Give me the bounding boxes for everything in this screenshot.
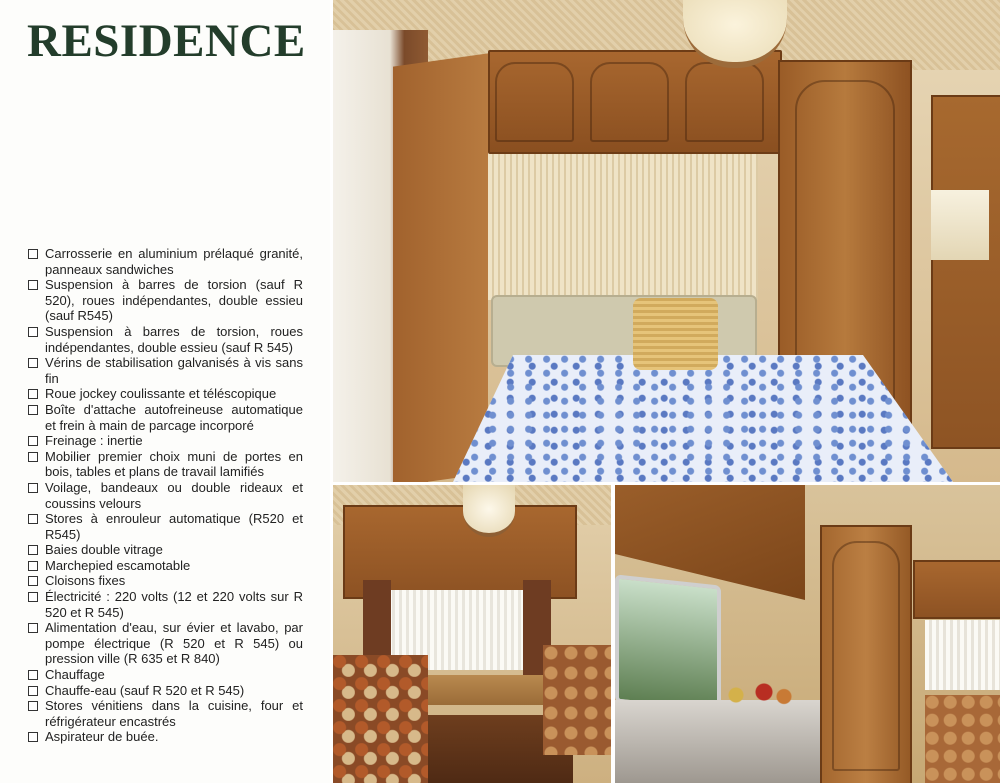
- checkbox-icon: [28, 483, 38, 493]
- checkbox-icon: [28, 514, 38, 524]
- feature-text: Stores vénitiens dans la cuisine, four et réfrigérateur encastrés: [45, 698, 303, 729]
- checkbox-icon: [28, 670, 38, 680]
- cabinet-door: [685, 62, 764, 142]
- feature-text: Cloisons fixes: [45, 573, 126, 589]
- checkbox-icon: [28, 701, 38, 711]
- dinette-photo: [333, 485, 611, 783]
- feature-text: Chauffage: [45, 667, 105, 683]
- checkbox-icon: [28, 405, 38, 415]
- door-panel: [832, 541, 900, 771]
- stove-counter: [615, 700, 820, 783]
- seat-cushion: [925, 695, 1000, 783]
- feature-item: [27, 277, 303, 324]
- feature-item: [27, 667, 303, 683]
- bench-seat-left: [333, 655, 428, 783]
- feature-item: [27, 729, 303, 745]
- checkbox-icon: [28, 592, 38, 602]
- side-window: [931, 190, 989, 260]
- checkbox-icon: [28, 280, 38, 290]
- feature-item: [27, 402, 303, 433]
- feature-item: [27, 433, 303, 449]
- feature-text: Suspension à barres de torsion (sauf R 520), roues indépendantes, double essieu (sauf R545): [45, 277, 303, 324]
- feature-item: [27, 589, 303, 620]
- feature-item: [27, 246, 303, 277]
- feature-text: Baies double vitrage: [45, 542, 163, 558]
- feature-item: [27, 683, 303, 699]
- feature-text: Mobilier premier choix muni de portes en bois, tables et plans de travail lamifiés: [45, 448, 303, 480]
- overhead-cabinets: [913, 560, 1000, 619]
- feature-item: [27, 449, 303, 480]
- bench-seat-right: [543, 645, 611, 755]
- feature-item: [27, 542, 303, 558]
- feature-item: [27, 355, 303, 386]
- side-cabinet: [931, 95, 1000, 449]
- checkbox-icon: [28, 623, 38, 633]
- feature-text: Chauffe-eau (sauf R 520 et R 545): [45, 682, 245, 698]
- feature-item: [27, 558, 303, 574]
- checkbox-icon: [28, 576, 38, 586]
- striped-wall: [488, 150, 758, 300]
- feature-text: Suspension à barres de torsion, roues indépendantes, double essieu (sauf R 545): [45, 323, 303, 355]
- checkbox-icon: [28, 436, 38, 446]
- feature-text: Freinage : inertie: [45, 433, 143, 449]
- feature-item: [27, 573, 303, 589]
- feature-text: Stores à enrouleur automatique (R520 et R545): [45, 511, 303, 542]
- feature-text: Boîte d'attache autofreineuse automatique et frein à main de parcage incorporé: [45, 401, 303, 433]
- feature-item: [27, 386, 303, 402]
- ceiling-lamp: [463, 485, 515, 537]
- checkbox-icon: [28, 327, 38, 337]
- feature-text: Électricité : 220 volts (12 et 220 volts sur R 520 et R 545): [45, 589, 303, 620]
- kitchen-window: [615, 574, 721, 713]
- feature-text: Marchepied escamotable: [45, 557, 191, 573]
- feature-item: [27, 480, 303, 511]
- checkbox-icon: [28, 545, 38, 555]
- checkbox-icon: [28, 249, 38, 259]
- checkbox-icon: [28, 452, 38, 462]
- checkbox-icon: [28, 389, 38, 399]
- text-column: [0, 0, 330, 783]
- tall-cabinet-door: [820, 525, 912, 783]
- feature-text: Aspirateur de buée.: [45, 729, 159, 745]
- page-title: RESIDENCE: [27, 15, 306, 67]
- checkbox-icon: [28, 358, 38, 368]
- feature-text: Vérins de stabilisation galvanisés à vis sans fin: [45, 355, 303, 386]
- feature-item: [27, 511, 303, 542]
- net-curtain-window: [925, 620, 1000, 690]
- wood-side-panel: [393, 53, 488, 482]
- feature-text: Roue jockey coulissante et téléscopique: [45, 386, 277, 402]
- checkbox-icon: [28, 686, 38, 696]
- feature-text: Carrosserie en aluminium prélaqué granité, panneaux sandwiches: [45, 246, 303, 277]
- checkbox-icon: [28, 561, 38, 571]
- feature-list: [27, 246, 303, 745]
- cabinet-door: [590, 62, 669, 142]
- fruit-bowl: [720, 680, 800, 710]
- wicker-basket: [633, 298, 718, 370]
- feature-item: [27, 620, 303, 667]
- bedroom-photo: [333, 0, 1000, 482]
- feature-text: Voilage, bandeaux ou double rideaux et coussins velours: [45, 479, 303, 511]
- kitchen-photo: [615, 485, 1000, 783]
- checkbox-icon: [28, 732, 38, 742]
- cabinet-door: [495, 62, 574, 142]
- feature-item: [27, 698, 303, 729]
- feature-text: Alimentation d'eau, sur évier et lavabo, par pompe électrique (R 520 et R 545) ou pression ville (R 635 et R 840): [45, 620, 303, 667]
- feature-item: [27, 324, 303, 355]
